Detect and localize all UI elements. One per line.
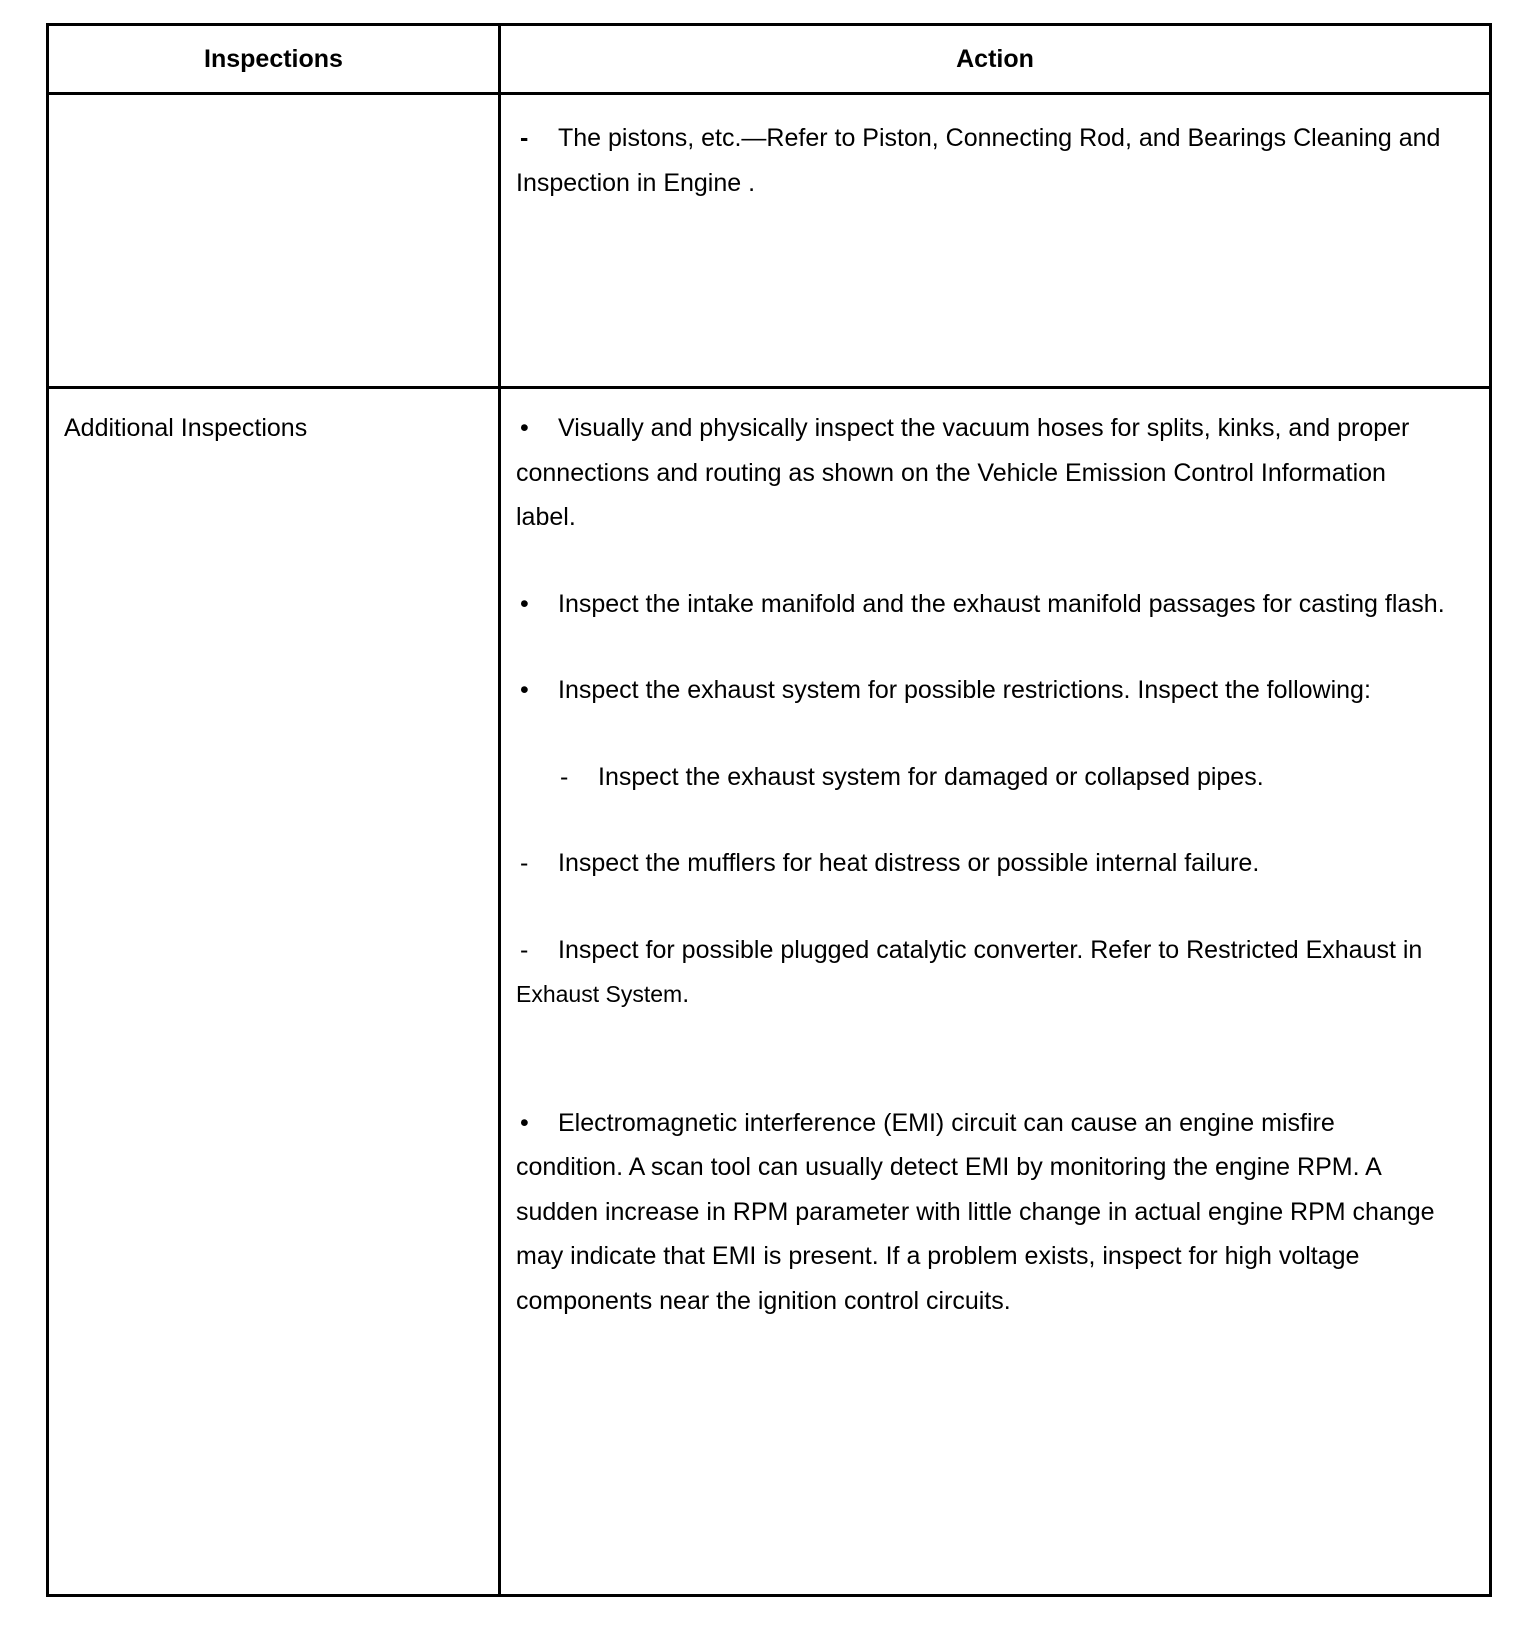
list-item (516, 582, 1446, 627)
list-item (516, 1101, 1446, 1324)
dash-marker: - (520, 935, 529, 964)
dash-marker: - (520, 124, 529, 152)
sub-list-item (516, 755, 1446, 800)
list-item-text: Electromagnetic interference (EMI) circuit can cause an engine misfire condition. A scan tool can usually detect EMI by monitoring the engine RPM. A sudden increase in RPM parameter with little change in actual engine RPM change may indicate that EMI is present. If a problem exists, inspect for high voltage components near the ignition control circuits. (516, 1108, 1435, 1315)
bullet-marker: • (520, 414, 529, 442)
row2-inspection-cell: Additional Inspections (64, 414, 308, 442)
sub-list-item (516, 841, 1446, 886)
bullet-marker: • (520, 589, 529, 618)
list-item-punctuation: . (682, 980, 690, 1008)
inspection-table (46, 23, 1492, 1597)
dash-marker: - (560, 762, 569, 791)
header-inspections: Inspections (204, 44, 343, 73)
reference-exhaust-system: Exhaust System (516, 981, 683, 1007)
list-item-text: Inspect the intake manifold and the exhaust manifold passages for casting flash. (558, 589, 1445, 618)
row-divider (49, 386, 1489, 389)
bullet-marker: • (520, 676, 529, 704)
list-item (516, 116, 1446, 205)
list-item-text: Inspect for possible plugged catalytic converter. Refer to Restricted Exhaust in (558, 935, 1423, 964)
list-item-text: Inspect the exhaust system for possible restrictions. Inspect the following: (558, 676, 1371, 704)
header-action: Action (956, 44, 1034, 73)
list-item (516, 668, 1446, 713)
list-item-text: The pistons, etc.—Refer to Piston, Connecting Rod, and Bearings Cleaning and Inspection in Engine . (516, 124, 1441, 197)
list-item (516, 406, 1446, 540)
row1-action-cell (516, 116, 1446, 205)
dash-marker: - (520, 849, 529, 877)
list-item-text: Inspect the mufflers for heat distress or possible internal failure. (558, 849, 1260, 877)
header-rule (49, 92, 1489, 95)
list-item-text: Inspect the exhaust system for damaged or collapsed pipes. (598, 762, 1264, 791)
bullet-marker: • (520, 1108, 529, 1137)
column-divider (498, 26, 501, 1594)
list-item-text: Visually and physically inspect the vacuum hoses for splits, kinks, and proper connections and routing as shown on the Vehicle Emission Control Information label. (516, 414, 1410, 531)
sub-list-item (516, 928, 1446, 1017)
row2-action-cell (516, 406, 1446, 1323)
